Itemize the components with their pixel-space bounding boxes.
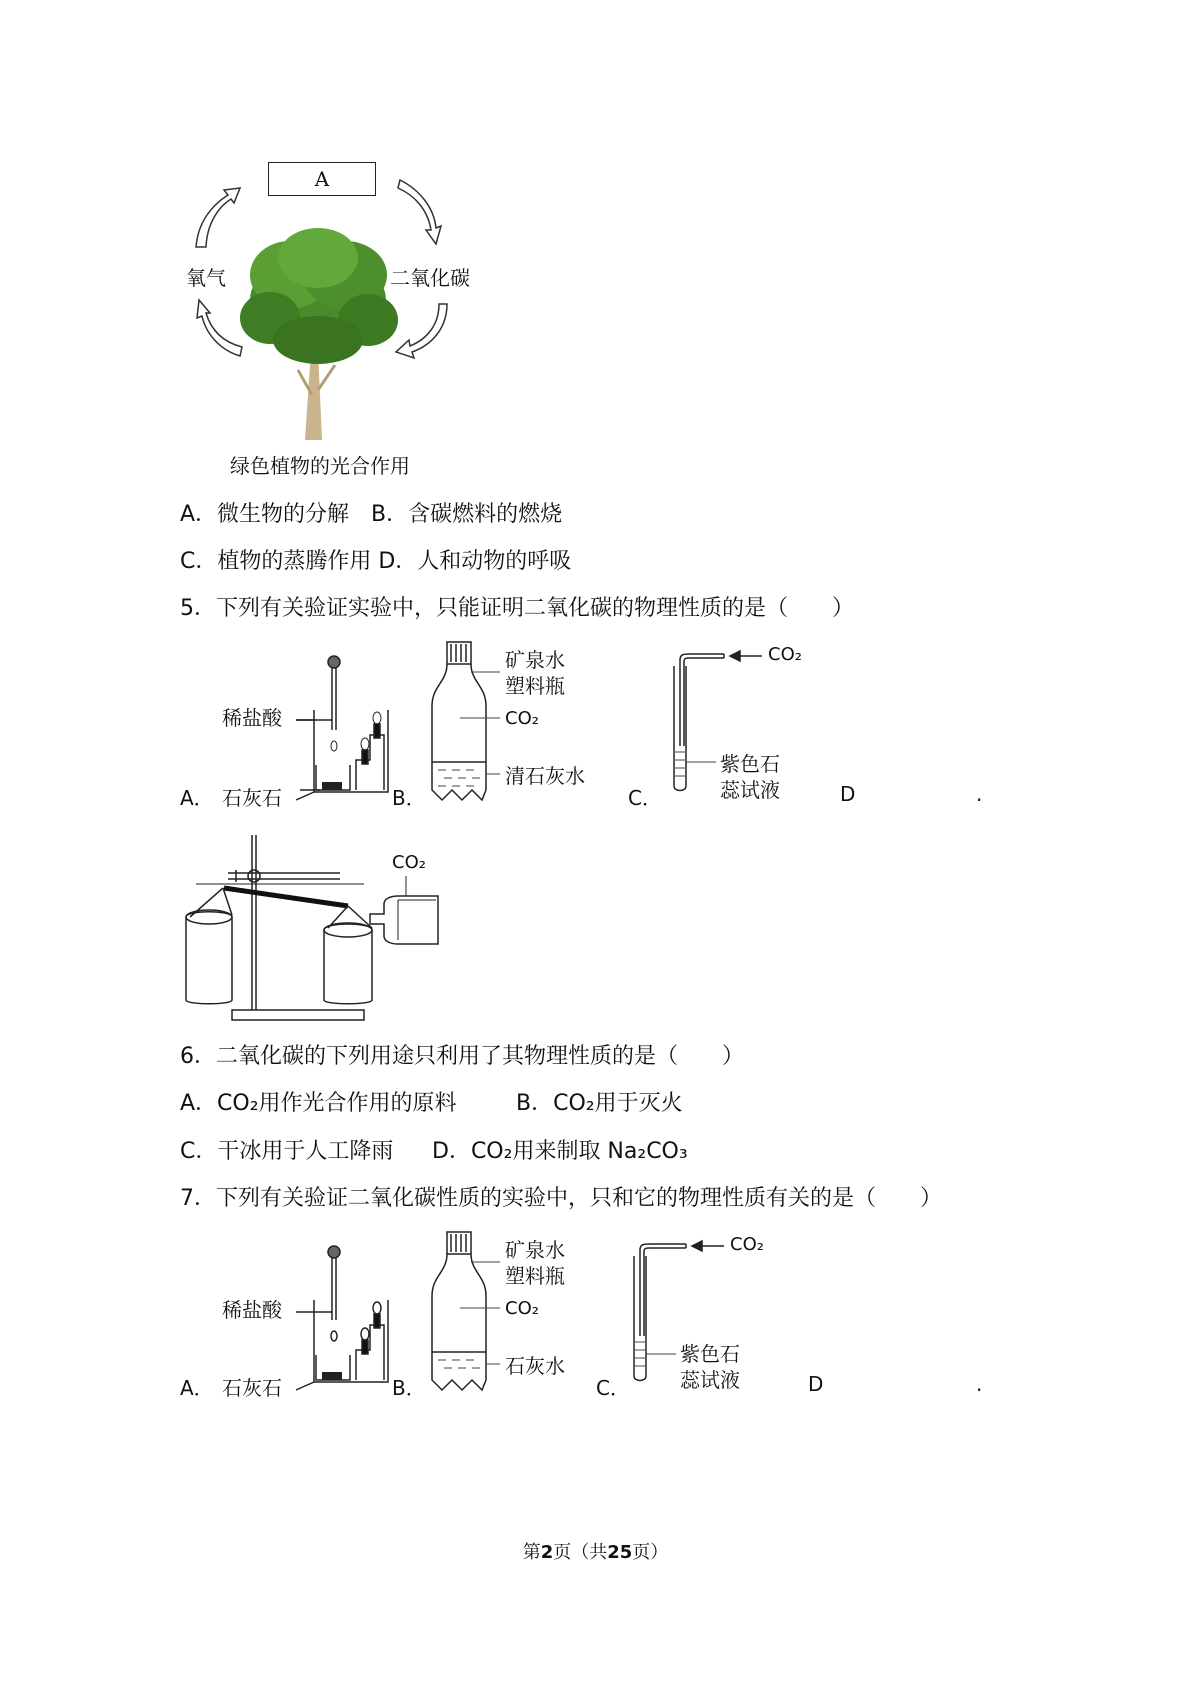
q5-figA-stone-label: 石灰石 bbox=[222, 786, 282, 810]
q5-figC-liq-label1: 紫色石 bbox=[720, 752, 780, 776]
cycle-left-label: 氧气 bbox=[186, 266, 226, 290]
q7-figB-bottle-label2: 塑料瓶 bbox=[505, 1264, 565, 1288]
q5-figD-letter: D bbox=[840, 782, 856, 806]
q5-figC-liq-label2: 蕊试液 bbox=[720, 778, 780, 802]
q7-figB-letter: B． bbox=[392, 1376, 426, 1400]
q5-figA-letter: A． bbox=[180, 786, 214, 810]
q5-stem: 5．下列有关验证实验中，只能证明二氧化碳的物理性质的是（ ） bbox=[180, 596, 854, 621]
q7-figC-liq-label1: 紫色石 bbox=[680, 1342, 740, 1366]
q7-figB-gas-label: CO₂ bbox=[505, 1298, 539, 1319]
cycle-caption: 绿色植物的光合作用 bbox=[230, 454, 410, 478]
q7-stem: 7．下列有关验证二氧化碳性质的实验中，只和它的物理性质有关的是（ ） bbox=[180, 1186, 942, 1211]
footer-page-number: 2 bbox=[540, 1542, 554, 1563]
q7-figD-period: . bbox=[976, 1372, 983, 1396]
q5-figC-gas-label: CO₂ bbox=[768, 644, 802, 665]
q4-options-line2: C．植物的蒸腾作用 D．人和动物的呼吸 bbox=[180, 549, 572, 574]
cycle-box-label: A bbox=[314, 167, 330, 191]
q6-optA: A．CO₂用作光合作用的原料 bbox=[180, 1091, 457, 1116]
q7-figC-gas-label: CO₂ bbox=[730, 1234, 764, 1255]
q5-figA-acid-label: 稀盐酸 bbox=[222, 706, 282, 730]
q5-figB-letter: B． bbox=[392, 786, 426, 810]
q7-figB-liquid-label: 石灰水 bbox=[505, 1354, 565, 1378]
footer-mid: 页（共 bbox=[553, 1542, 608, 1563]
q6-optB: B．CO₂用于灭火 bbox=[516, 1091, 683, 1116]
q5-figB-liquid-label: 清石灰水 bbox=[505, 764, 585, 788]
q7-figA-acid-label: 稀盐酸 bbox=[222, 1298, 282, 1322]
q5-figD-gas-label: CO₂ bbox=[392, 852, 426, 873]
q5-figB-bottle-label2: 塑料瓶 bbox=[505, 674, 565, 698]
page-footer bbox=[0, 1538, 1191, 1564]
q7-figA-stone-label: 石灰石 bbox=[222, 1376, 282, 1400]
q5-figC-letter: C． bbox=[628, 786, 662, 810]
q4-options-line1: A．微生物的分解 B．含碳燃料的燃烧 bbox=[180, 502, 563, 527]
q6-optD: D．CO₂用来制取 Na₂CO₃ bbox=[432, 1139, 688, 1164]
q7-figD-letter: D bbox=[808, 1372, 824, 1396]
q5-figD-period: . bbox=[976, 782, 983, 806]
q5-figB-bottle-label1: 矿泉水 bbox=[505, 648, 565, 672]
footer-prefix: 第 bbox=[522, 1542, 541, 1563]
footer-total-pages: 25 bbox=[607, 1542, 633, 1563]
q5-figB-gas-label: CO₂ bbox=[505, 708, 539, 729]
q7-figC-letter: C． bbox=[596, 1376, 630, 1400]
footer-suffix: 页） bbox=[632, 1542, 669, 1563]
q6-stem: 6．二氧化碳的下列用途只利用了其物理性质的是（ ） bbox=[180, 1044, 744, 1069]
cycle-right-label: 二氧化碳 bbox=[390, 266, 470, 290]
q6-optC: C．干冰用于人工降雨 bbox=[180, 1139, 394, 1164]
q7-figA-letter: A． bbox=[180, 1376, 214, 1400]
q7-figB-bottle-label1: 矿泉水 bbox=[505, 1238, 565, 1262]
q7-figC-liq-label2: 蕊试液 bbox=[680, 1368, 740, 1392]
